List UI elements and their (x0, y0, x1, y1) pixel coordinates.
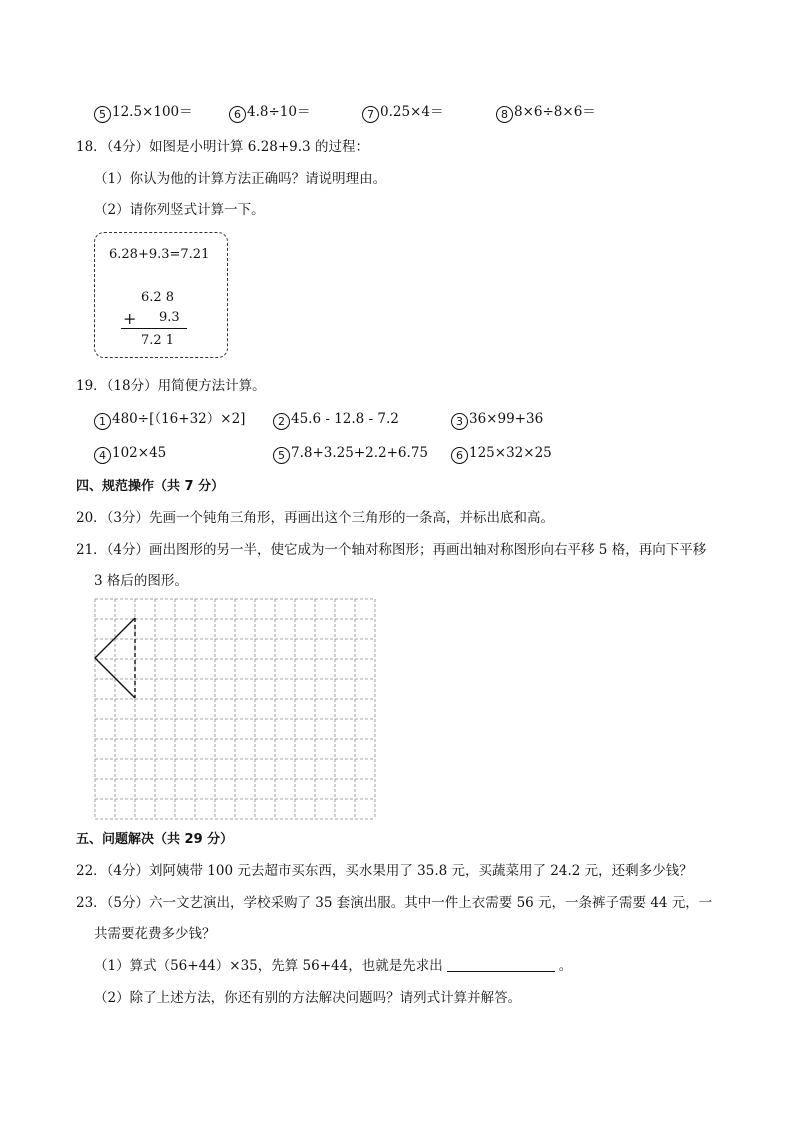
q18-sub2: （2）请你列竖式计算一下。 (94, 202, 265, 218)
circled-number: 8 (496, 106, 513, 123)
q18-sub1: （1）你认为他的计算方法正确吗？请说明理由。 (94, 171, 387, 187)
q18-title: 18．（4分）如图是小明计算 6.28+9.3 的过程： (76, 139, 369, 155)
calc-row1: 6.2 8 (141, 290, 175, 305)
circled-number: 2 (273, 413, 290, 430)
calc-equation: 6.28+9.3=7.21 (109, 247, 210, 262)
q22-text: 22．（4分）刘阿姨带 100 元去超市买东西，买水果用了 35.8 元，买蔬菜用了 24.2 元，还剩多少钱？ (76, 863, 693, 879)
circled-number: 6 (451, 447, 468, 464)
q17-item-8: 8 8×6÷8×6＝ (496, 103, 596, 123)
calc-rule (121, 328, 187, 329)
q19-item-6: 6 125×32×25 (451, 444, 552, 464)
q23-line2: 共需要花费多少钱？ (94, 926, 216, 942)
calculation-box (94, 232, 228, 358)
q17-item-6: 6 4.8÷10＝ (229, 103, 310, 123)
answer-blank[interactable] (447, 959, 555, 972)
q23-line1: 23．（5分）六一文艺演出，学校采购了 35 套演出服。其中一件上衣需要 56 元，一条裤子需要 44 元，一 (76, 895, 713, 911)
q19-item-1: 1 480÷[（16+32）×2] (94, 410, 245, 430)
calc-result: 7.2 1 (141, 333, 175, 348)
circled-number: 3 (451, 413, 468, 430)
circled-number: 5 (273, 447, 290, 464)
circled-number: 7 (362, 106, 379, 123)
q20-text: 20．（3分）先画一个钝角三角形，再画出这个三角形的一条高，并标出底和高。 (76, 510, 555, 526)
calc-plus: + (123, 309, 137, 328)
q21-line1: 21．（4分）画出图形的另一半，使它成为一个轴对称图形；再画出轴对称图形向右平移 5 格，再向下平移 (76, 542, 707, 558)
q19-title: 19．（18分）用简便方法计算。 (76, 378, 266, 394)
q23-sub2: （2）除了上述方法，你还有别的方法解决问题吗？请列式计算并解答。 (94, 990, 522, 1006)
circled-number: 5 (94, 106, 111, 123)
q19-item-3: 3 36×99+36 (451, 410, 543, 430)
q17-item-5: 5 12.5×100＝ (94, 103, 193, 123)
q23-sub1: （1）算式（56+44）×35，先算 56+44，也就是先求出 。 (94, 958, 573, 974)
q19-item-4: 4 102×45 (94, 444, 166, 464)
section-4-heading: 四、规范操作（共 7 分） (76, 479, 225, 494)
q17-item-7: 7 0.25×4＝ (362, 103, 443, 123)
circled-number: 6 (229, 106, 246, 123)
q19-item-5: 5 7.8+3.25+2.2+6.75 (273, 444, 428, 464)
q19-item-2: 2 45.6 - 12.8 - 7.2 (273, 410, 399, 430)
grid-figure (94, 598, 378, 822)
section-5-heading: 五、问题解决（共 29 分） (76, 832, 234, 847)
circled-number: 4 (94, 447, 111, 464)
calc-row2: 9.3 (159, 310, 180, 325)
circled-number: 1 (94, 413, 111, 430)
q21-line2: 3 格后的图形。 (94, 573, 188, 589)
